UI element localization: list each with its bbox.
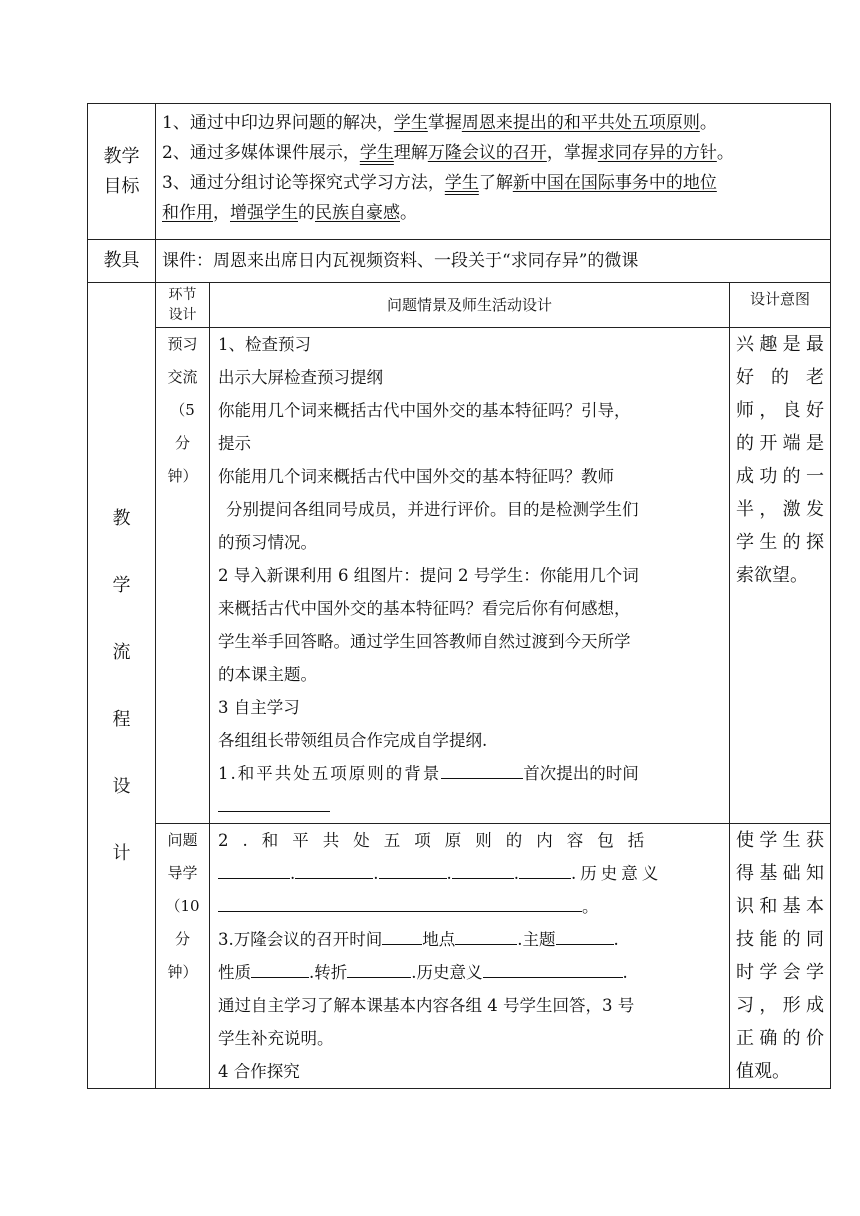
goals-row	[88, 104, 831, 240]
segment-header: 环节 设计	[156, 283, 210, 328]
flow-label: 教 学 流 程 设 计	[88, 283, 156, 1089]
goal-item-3: 3、通过分组讨论等探究式学习方法，学生了解新中国在国际事务中的地位 和作用，增强学生的民族自豪感。	[162, 173, 717, 223]
intent-header: 设计意图	[730, 283, 831, 328]
segment-guided: 问题 导学 （10 分 钟）	[156, 824, 210, 1089]
flow-section-2	[88, 824, 831, 1089]
q2-blanks: . . . . .历史意义	[218, 857, 723, 890]
goal-item-2: 2、通过多媒体课件展示，学生理解万隆会议的召开，掌握求同存异的方针。	[162, 143, 734, 163]
segment-preview: 预习 交流 （5 分 钟）	[156, 328, 210, 824]
intent-guided: 使学生获得基础知识和基本技能的同时学会学习，形成正确的价值观。	[730, 824, 831, 1089]
tools-row	[88, 240, 831, 283]
tools-label: 教具	[88, 240, 156, 283]
q1-line: 1.和平共处五项原则的背景 首次提出的时间	[218, 757, 723, 790]
activity-header: 问题情景及师生活动设计	[210, 283, 730, 328]
lesson-plan-table	[87, 103, 831, 1089]
q3-line-2: 性质 .转折 .历史意义 .	[218, 956, 723, 989]
flow-section-1	[88, 328, 831, 824]
intent-preview: 兴趣是最好的老师，良好的开端是成功的一半，激发学生的探索欲望。	[730, 328, 831, 824]
goals-label: 教学 目标	[88, 104, 156, 240]
activity-guided: 2.和平共处五项原则的内容包括 . . . . .历史意义 。 3.万隆会议的召开时间 地点 .主题 . 性质 .转折 .历史意义 . 通过自主学习了解本课基本内容各组 4 号学生回答，3 号 学生补充说明。 4 合作探究	[210, 824, 730, 1089]
tools-content: 课件：周恩来出席日内瓦视频资料、一段关于“求同存异”的微课	[156, 240, 831, 283]
goal-item-1: 1、通过中印边界问题的解决，学生掌握周恩来提出的和平共处五项原则。	[162, 113, 717, 133]
q2-significance: 。	[218, 890, 723, 923]
goals-content	[156, 104, 831, 240]
q2-line: 2.和平共处五项原则的内容包括	[218, 831, 659, 850]
activity-preview: 1、检查预习 出示大屏检查预习提纲 你能用几个词来概括古代中国外交的基本特征吗？引导， 提示 你能用几个词来概括古代中国外交的基本特征吗？教师 分别提问各组同号成员，并进行评价。目的是检测学生们 的预习情况。 2 导入新课利用 6 组图片：提问 2 号学生：你能用几个词 来概括古代中国外交的基本特征吗？看完后你有何感想， 学生举手回答略。通过学生回答教师自然过渡到今天所学 的本课主题。 3 自主学习 各组组长带领组员合作完成自学提纲. 1.和平共处五项原则的背景 首次提出的时间	[210, 328, 730, 824]
flow-header-row	[88, 283, 831, 328]
q3-line: 3.万隆会议的召开时间 地点 .主题 .	[218, 923, 723, 956]
